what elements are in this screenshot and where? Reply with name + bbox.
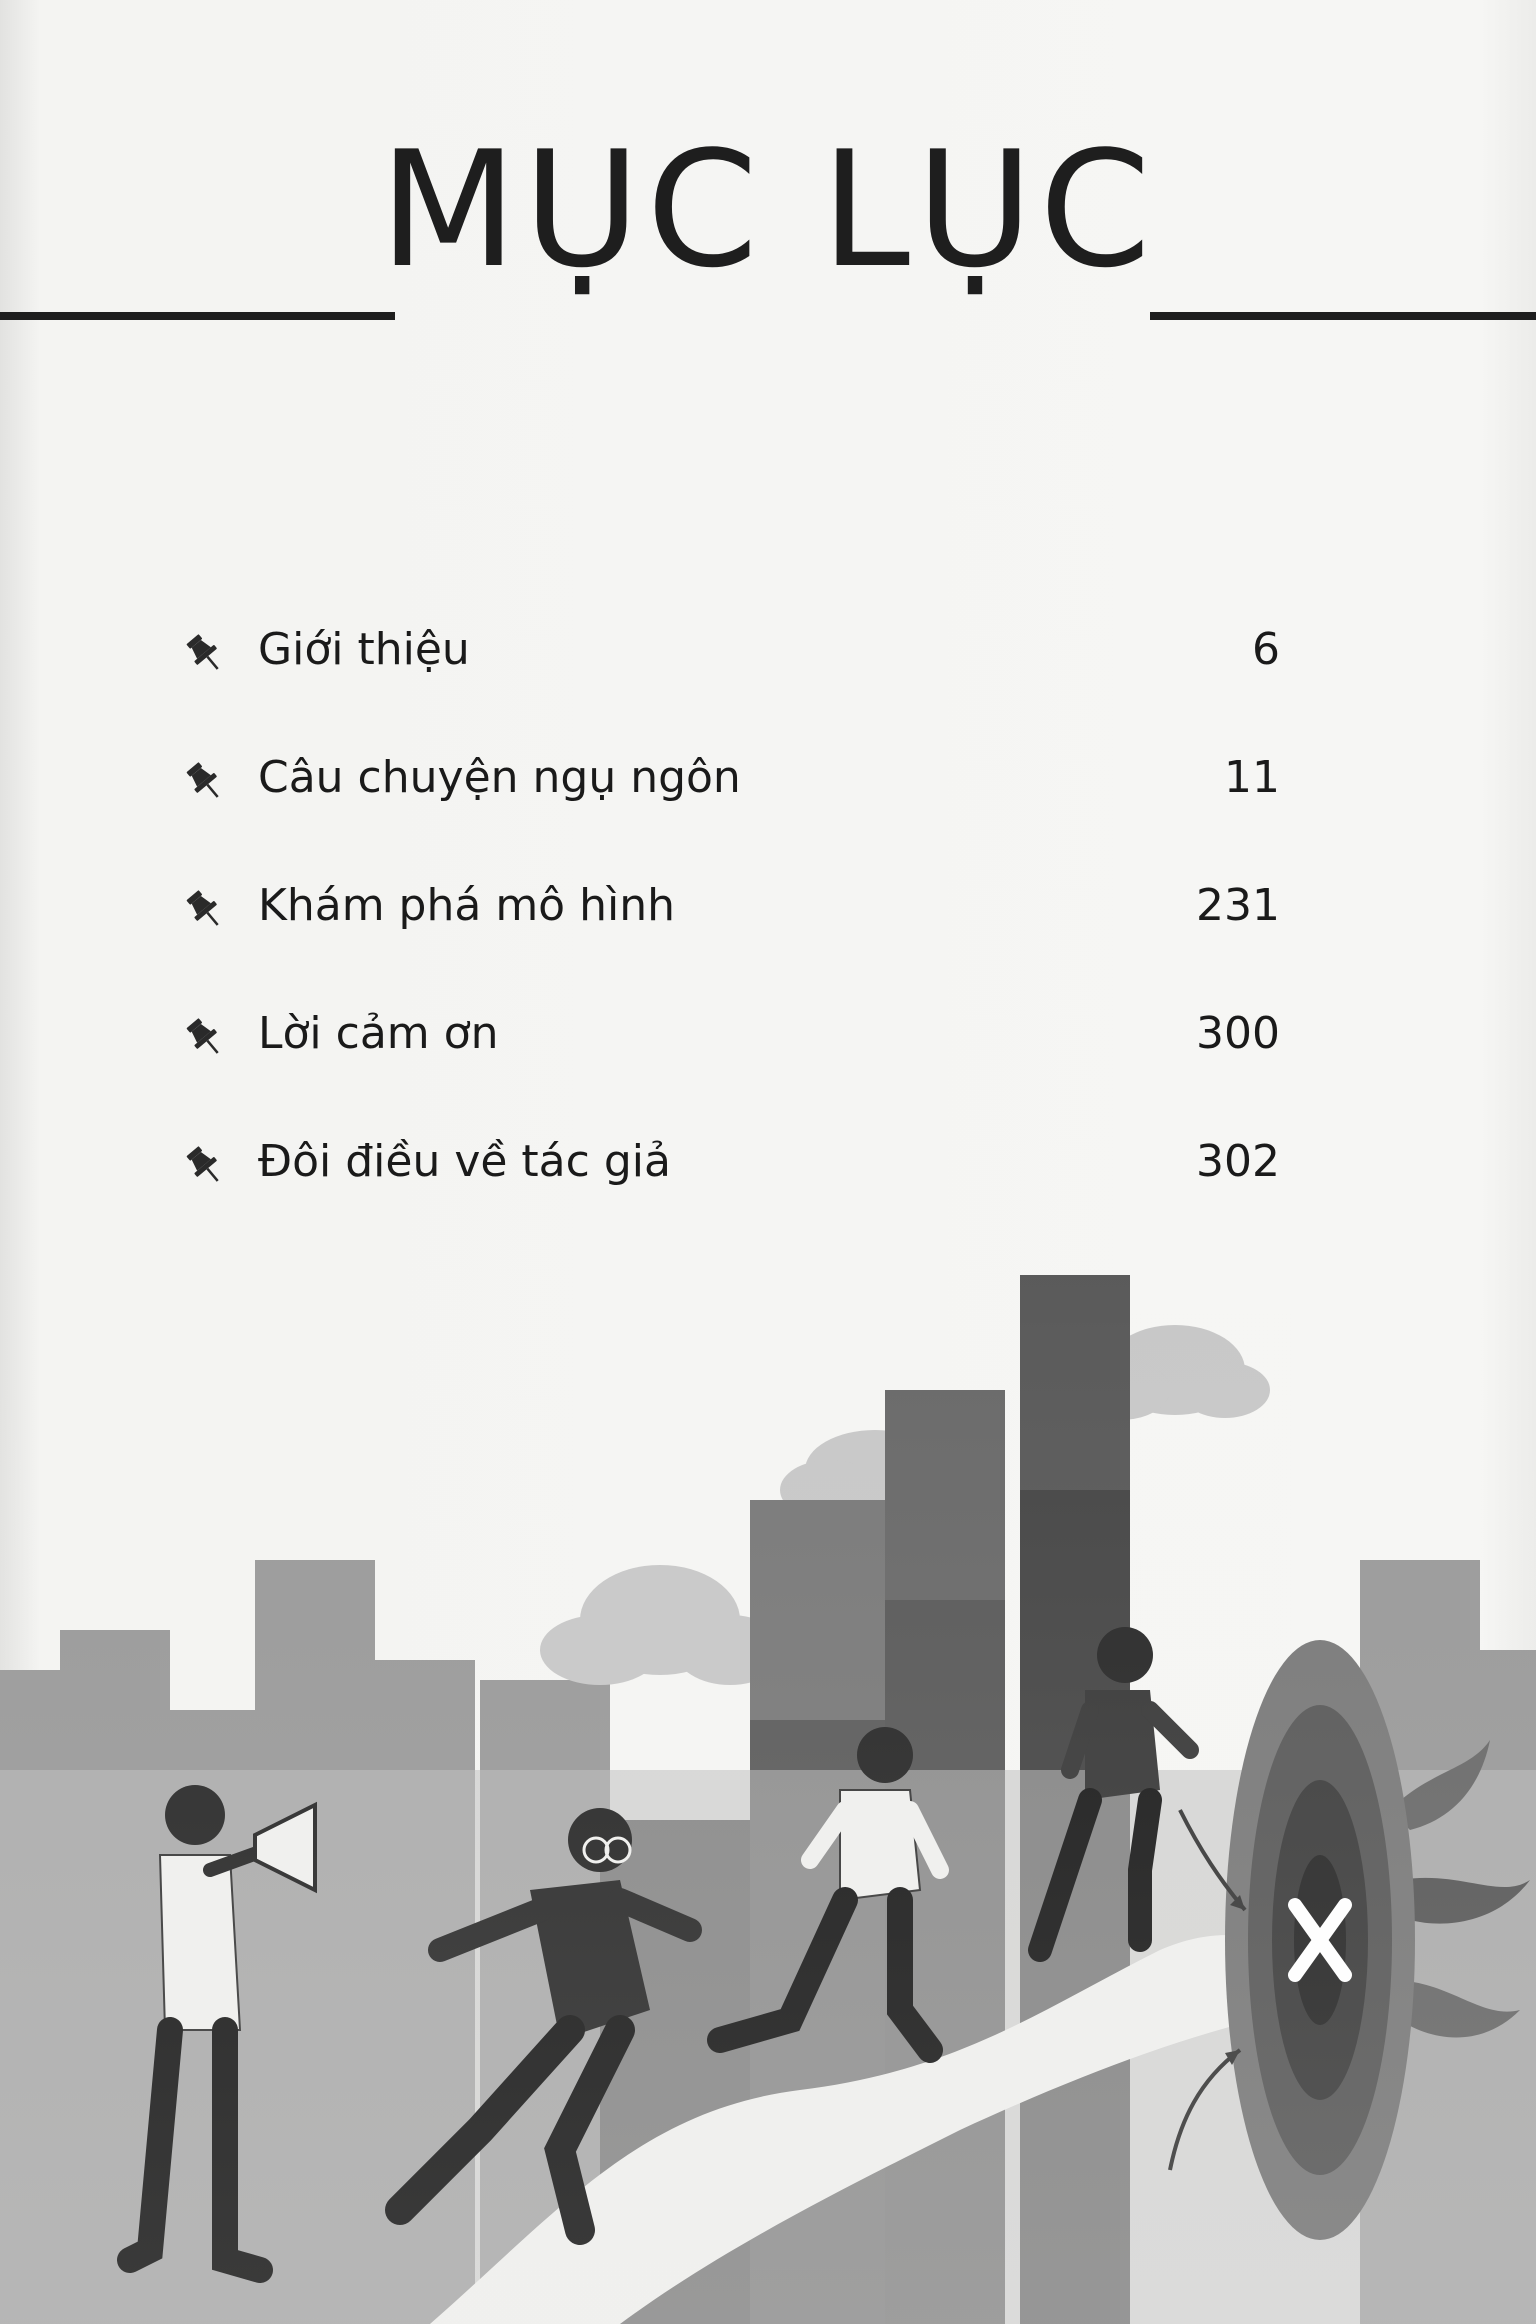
toc-item-label: Giới thiệu: [258, 624, 470, 675]
toc-item-label: Lời cảm ơn: [258, 1008, 499, 1059]
toc-item-label: Khám phá mô hình: [258, 880, 675, 931]
pushpin-icon: [180, 1013, 228, 1061]
toc-item[interactable]: [180, 743, 1280, 813]
toc-item[interactable]: [180, 1127, 1280, 1197]
toc-item-label: Câu chuyện ngụ ngôn: [258, 752, 741, 803]
pushpin-icon: [180, 757, 228, 805]
toc-item-label: Đôi điều về tác giả: [258, 1136, 671, 1187]
title-rule-right: [1150, 312, 1536, 320]
toc-item[interactable]: [180, 871, 1280, 941]
toc-item-page: 302: [1196, 1136, 1280, 1187]
page-title: MỤC LỤC: [379, 116, 1157, 303]
toc-item-page: 6: [1252, 624, 1280, 675]
toc-item-page: 231: [1196, 880, 1280, 931]
pushpin-icon: [180, 629, 228, 677]
toc-item[interactable]: [180, 615, 1280, 685]
pushpin-icon: [180, 1141, 228, 1189]
toc-item-page: 11: [1224, 752, 1280, 803]
toc-item[interactable]: [180, 999, 1280, 1069]
running-to-target-illustration: [0, 1250, 1536, 2324]
toc-item-page: 300: [1196, 1008, 1280, 1059]
title-rule-left: [0, 312, 395, 320]
pushpin-icon: [180, 885, 228, 933]
